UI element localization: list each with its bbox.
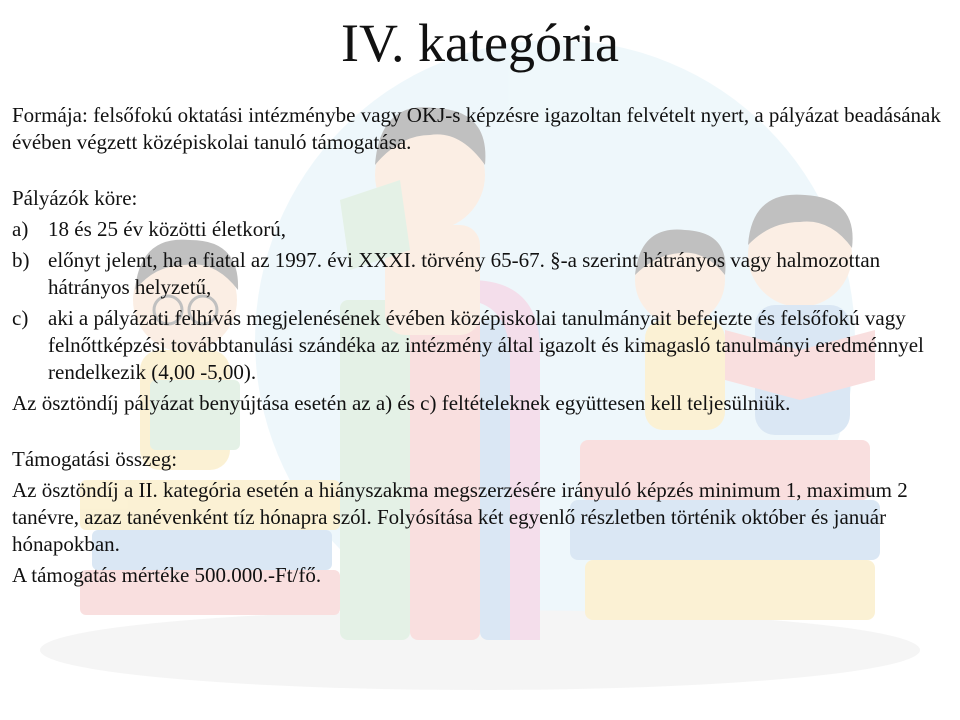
amount-value: A támogatás mértéke 500.000.-Ft/fő. xyxy=(12,563,322,587)
list-marker: a) xyxy=(12,217,29,241)
list-item xyxy=(12,247,942,301)
slide-title: IV. kategória xyxy=(341,13,619,73)
list-marker: c) xyxy=(12,306,29,330)
list-item-text: 18 és 25 év közötti életkorú, xyxy=(48,217,286,241)
list-item xyxy=(12,216,942,243)
applicants-list xyxy=(12,216,942,386)
list-marker: b) xyxy=(12,248,30,272)
applicants-heading: Pályázók köre: xyxy=(12,186,138,210)
list-item-text: aki a pályázati felhívás megjelenésének évében középiskolai tanulmányait befejezte és felsőfokú vagy felnőttképzési továbbtanulási szándéka az intézmény által igazolt és kimagasló tanulmányi eredménnyel rendelkezik (4,00 -5,00). xyxy=(48,306,924,384)
list-item-text: előnyt jelent, ha a fiatal az 1997. évi XXXI. törvény 65-67. §-a szerint hátrányos vagy halmozottan hátrányos helyzetű, xyxy=(48,248,881,299)
list-item xyxy=(12,305,942,386)
condition-note: Az ösztöndíj pályázat benyújtása esetén az a) és c) feltételeknek együttesen kell teljesülniük. xyxy=(12,391,791,415)
slide-body xyxy=(12,102,942,589)
amount-heading: Támogatási összeg: xyxy=(12,447,178,471)
intro-paragraph: Formája: felsőfokú oktatási intézménybe vagy OKJ-s képzésre igazoltan felvételt nyert, a pályázat beadásának évében végzett középiskolai tanuló támogatása. xyxy=(12,103,941,154)
amount-paragraph: Az ösztöndíj a II. kategória esetén a hiányszakma megszerzésére irányuló képzés minimum 1, maximum 2 tanévre, azaz tanévenként tíz hónapra szól. Folyósítása két egyenlő részletben történik október és január hónapokban. xyxy=(12,478,908,556)
